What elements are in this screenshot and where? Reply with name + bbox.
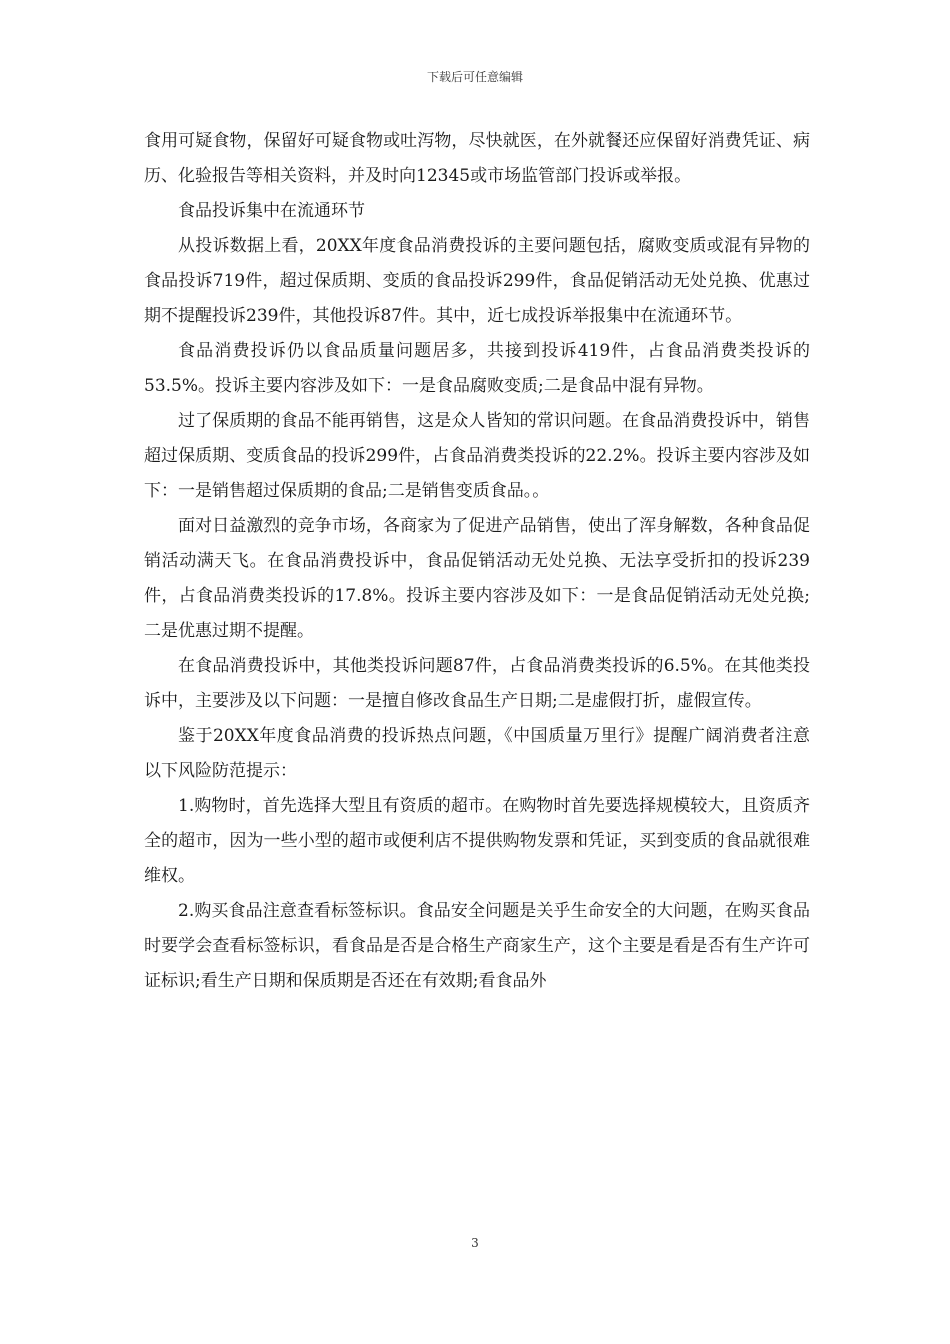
paragraph: 从投诉数据上看，20XX年度食品消费投诉的主要问题包括，腐败变质或混有异物的食品投诉719件，超过保质期、变质的食品投诉299件，食品促销活动无处兑换、优惠过期不提醒投诉239件，其他投诉87件。其中，近七成投诉举报集中在流通环节。 [144,236,810,326]
list-item-1: 1.购物时，首先选择大型且有资质的超市。在购物时首先要选择规模较大，且资质齐全的超市，因为一些小型的超市或便利店不提供购物发票和凭证，买到变质的食品就很难维权。 [144,796,810,886]
page-header: 下载后可任意编辑 [426,70,523,84]
paragraph-continuation: 食用可疑食物，保留好可疑食物或吐泻物，尽快就医，在外就餐还应保留好消费凭证、病历、化验报告等相关资料，并及时向12345或市场监管部门投诉或举报。 [144,131,810,186]
section-heading: 食品投诉集中在流通环节 [178,201,365,221]
document-body [144,124,810,999]
paragraph: 过了保质期的食品不能再销售，这是众人皆知的常识问题。在食品消费投诉中，销售超过保质期、变质食品的投诉299件，占食品消费类投诉的22.2%。投诉主要内容涉及如下：一是销售超过保质期的食品;二是销售变质食品。。 [144,411,810,501]
paragraph: 食品消费投诉仍以食品质量问题居多，共接到投诉419件，占食品消费类投诉的53.5%。投诉主要内容涉及如下：一是食品腐败变质;二是食品中混有异物。 [144,341,810,396]
paragraph: 鉴于20XX年度食品消费的投诉热点问题，《中国质量万里行》提醒广阔消费者注意以下风险防范提示： [144,726,810,781]
paragraph: 面对日益激烈的竞争市场，各商家为了促进产品销售，使出了浑身解数，各种食品促销活动满天飞。在食品消费投诉中，食品促销活动无处兑换、无法享受折扣的投诉239件，占食品消费类投诉的17.8%。投诉主要内容涉及如下：一是食品促销活动无处兑换;二是优惠过期不提醒。 [144,516,810,641]
paragraph: 在食品消费投诉中，其他类投诉问题87件，占食品消费类投诉的6.5%。在其他类投诉中，主要涉及以下问题：一是擅自修改食品生产日期;二是虚假打折，虚假宣传。 [144,656,810,711]
page-number: 3 [471,1236,479,1250]
list-item-2: 2.购买食品注意查看标签标识。食品安全问题是关乎生命安全的大问题，在购买食品时要学会查看标签标识，看食品是否是合格生产商家生产，这个主要是看是否有生产许可证标识;看生产日期和保质期是否还在有效期;看食品外 [144,901,810,991]
